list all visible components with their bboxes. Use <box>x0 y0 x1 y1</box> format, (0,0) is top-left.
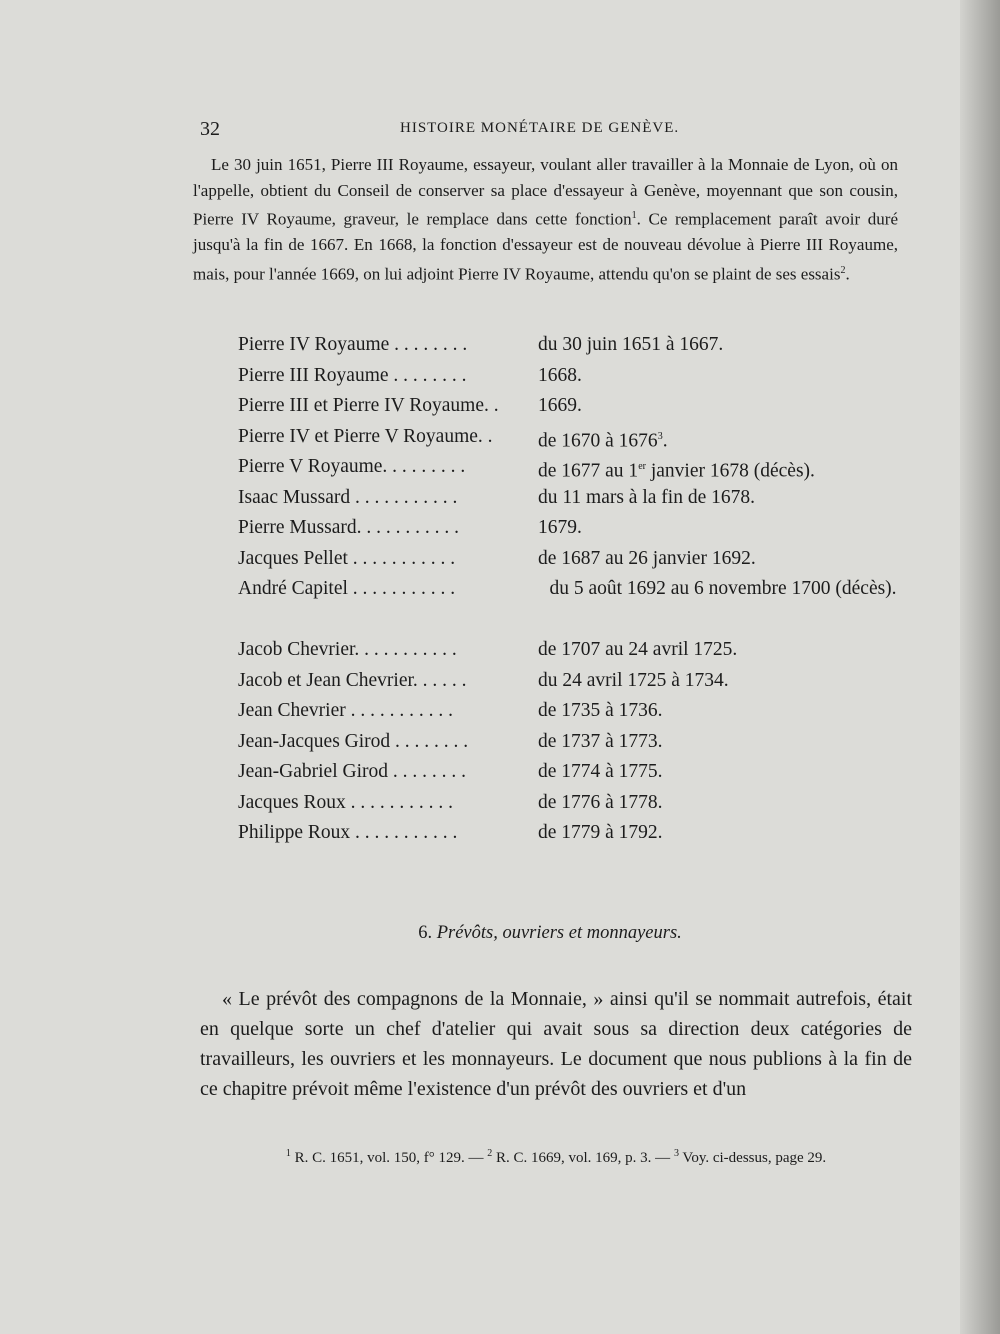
list-item-dates: de 1735 à 1736. <box>538 700 663 721</box>
list-item <box>238 818 918 849</box>
dates-text-end: . <box>662 430 668 451</box>
list-item <box>238 513 918 544</box>
list-item-dates: du 11 mars à la fin de 1678. <box>538 486 755 508</box>
list-item-dates: 1668. <box>538 364 582 386</box>
list-item-dates: de 1707 au 24 avril 1725. <box>538 639 738 660</box>
list-item-dates: du 24 avril 1725 à 1734. <box>538 669 729 691</box>
footnote-marker-2[interactable]: 2 <box>840 264 846 276</box>
list-item-name: André Capitel . . . . . . . . . . . <box>238 578 456 599</box>
list-item-name: Pierre IV Royaume . . . . . . . . <box>238 334 468 355</box>
footnote-marker-3[interactable]: 3 <box>657 430 663 442</box>
list-item <box>238 544 918 575</box>
footnotes <box>200 1148 912 1167</box>
list-item-name: Philippe Roux . . . . . . . . . . . <box>238 822 458 843</box>
list-item-dates: de 1779 à 1792. <box>538 822 663 843</box>
page-edge-shadow <box>960 0 1000 1334</box>
list-item <box>238 635 918 666</box>
page-number: 32 <box>200 118 220 140</box>
list-item-name: Jean Chevrier . . . . . . . . . . . <box>238 700 453 721</box>
intro-text-end: . <box>845 264 850 284</box>
list-item-dates: de 1776 à 1778. <box>538 791 663 813</box>
list-item <box>238 452 918 483</box>
body-paragraph: « Le prévôt des compagnons de la Monnaie, » ainsi qu'il se nommait autrefois, était en quelque sorte un chef d'atelier qui avait sous sa direction deux catégories de travailleurs, les ouvriers et les monnayeurs. Le document que nous publions à la fin de ce chapitre prévoit même l'existence d'un prévôt des ouvriers et d'un <box>200 988 912 1100</box>
list-item-name: Pierre Mussard. . . . . . . . . . . <box>238 517 459 538</box>
footnote-1-text: R. C. 1651, vol. 150, f° 129. — <box>290 1150 488 1166</box>
list-item-dates: 1679. <box>538 517 582 538</box>
list-item <box>238 788 918 819</box>
assayer-list <box>238 330 918 849</box>
list-item <box>238 330 918 361</box>
list-item-name: Jacques Pellet . . . . . . . . . . . <box>238 547 456 569</box>
section-title: Prévôts, ouvriers et monnayeurs. <box>436 923 682 943</box>
list-item <box>238 666 918 697</box>
ordinal-suffix: er <box>638 461 646 472</box>
list-item-name: Jean-Gabriel Girod . . . . . . . . <box>238 761 466 782</box>
list-item <box>238 483 918 514</box>
intro-text-1: Le 30 juin 1651, Pierre III Royaume, essayeur, voulant aller travailler à la Monnaie de Lyon, où on l'appelle, obtient du Conseil de conserver sa place d'essayeur à Genève, moyennant que son cousin, Pierre IV Royaume, graveur, le remplace dans cette fonction <box>193 155 898 229</box>
page-header <box>200 118 900 148</box>
list-item-name: Jean-Jacques Girod . . . . . . . . <box>238 730 469 752</box>
list-item-dates: du 5 août 1692 au 6 novembre 1700 (décès). <box>549 578 897 599</box>
list-item <box>238 574 918 635</box>
list-item-name: Pierre III et Pierre IV Royaume. . <box>238 395 499 416</box>
list-item <box>238 757 918 788</box>
dates-text: de 1670 à 1676 <box>538 430 658 451</box>
list-item-name: Pierre V Royaume. . . . . . . . . <box>238 456 466 477</box>
list-item <box>238 391 918 422</box>
section-heading <box>200 923 900 944</box>
list-item <box>238 361 918 392</box>
list-item-name: Jacob et Jean Chevrier. . . . . . <box>238 669 467 691</box>
list-item-dates: de 1737 à 1773. <box>538 730 663 752</box>
list-item-dates: 1669. <box>538 395 582 416</box>
section-number: 6. <box>418 923 433 943</box>
list-item-dates: de 1687 au 26 janvier 1692. <box>538 547 756 569</box>
intro-paragraph <box>193 152 898 287</box>
footnote-2-marker: 2 <box>487 1148 493 1159</box>
running-title: HISTOIRE MONÉTAIRE DE GENÈVE. <box>400 120 680 136</box>
list-item-name: Pierre IV et Pierre V Royaume. . <box>238 425 493 447</box>
list-item-dates: de 1774 à 1775. <box>538 761 663 782</box>
footnote-1-marker: 1 <box>285 1148 291 1159</box>
footnote-2-text: R. C. 1669, vol. 169, p. 3. — <box>492 1150 674 1166</box>
list-item <box>238 696 918 727</box>
footnote-3-text: Voy. ci-dessus, page 29. <box>678 1150 827 1166</box>
list-item <box>238 422 918 453</box>
footnote-3-marker: 3 <box>673 1148 679 1159</box>
list-item-dates: du 30 juin 1651 à 1667. <box>538 334 724 355</box>
list-item-name: Isaac Mussard . . . . . . . . . . . <box>238 486 458 508</box>
footnote-marker-1[interactable]: 1 <box>631 210 637 221</box>
intro-text-2: . Ce remplacement paraît avoir duré jusqu'à la fin de 1667. En 1668, la fonction d'essayeur est de nouveau dévolue à Pierre III Royaume, mais, pour l'année 1669, on lui adjoint Pierre IV Royaume, attendu qu'on se plaint de ses essais <box>193 209 899 284</box>
list-item-name: Jacques Roux . . . . . . . . . . . <box>238 791 454 813</box>
list-item-name: Pierre III Royaume . . . . . . . . <box>238 364 467 386</box>
list-item <box>238 727 918 758</box>
list-item-name: Jacob Chevrier. . . . . . . . . . . <box>238 639 457 660</box>
dates-text-end: janvier 1678 (décès). <box>645 460 815 482</box>
dates-text: de 1677 au 1 <box>538 460 639 482</box>
